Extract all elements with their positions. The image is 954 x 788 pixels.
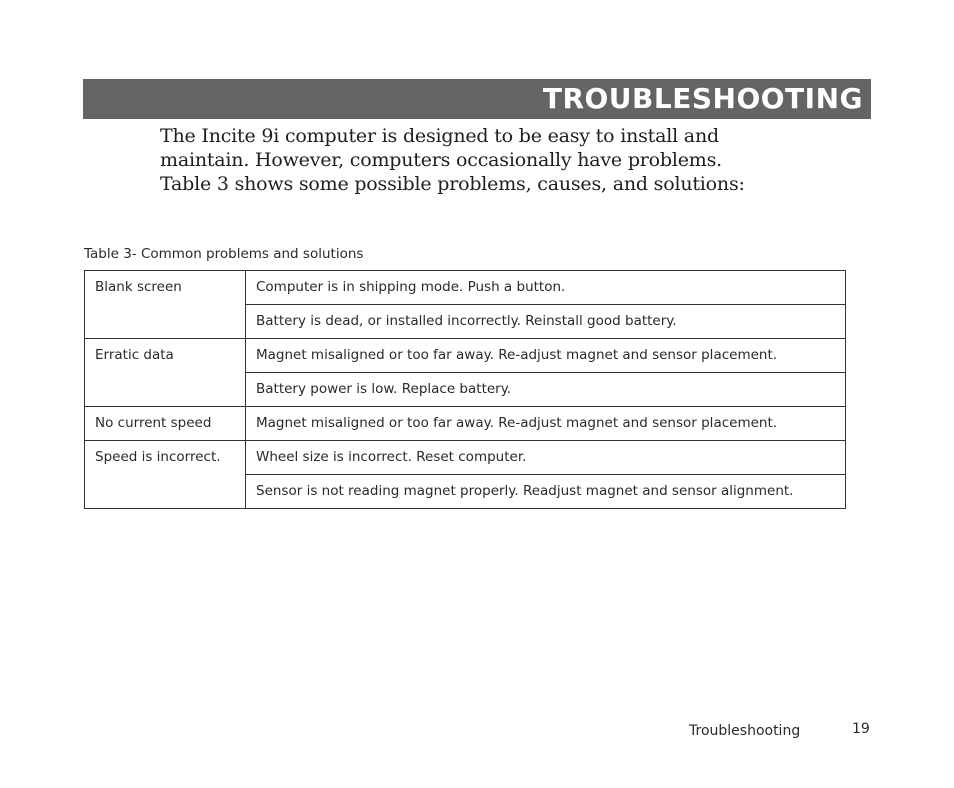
problem-cell: Erratic data — [85, 339, 246, 407]
problem-cell: Blank screen — [85, 271, 246, 339]
solution-cell: Battery power is low. Replace battery. — [246, 373, 846, 407]
solution-cell: Computer is in shipping mode. Push a button. — [246, 271, 846, 305]
problem-cell: No current speed — [85, 407, 246, 441]
intro-line: maintain. However, computers occasionally have problems. — [160, 149, 722, 171]
table-caption: Table 3- Common problems and solutions — [84, 246, 364, 262]
section-header-bar — [83, 79, 871, 119]
solution-cell: Wheel size is incorrect. Reset computer. — [246, 441, 846, 475]
intro-line: The Incite 9i computer is designed to be easy to install and — [160, 125, 719, 147]
solution-cell: Battery is dead, or installed incorrectly. Reinstall good battery. — [246, 305, 846, 339]
table-row — [85, 339, 846, 373]
table-row — [85, 271, 846, 305]
intro-line: Table 3 shows some possible problems, causes, and solutions: — [160, 173, 745, 195]
page-title: TROUBLESHOOTING — [542, 82, 863, 115]
problems-table — [84, 270, 846, 509]
table-row — [85, 407, 846, 441]
solution-cell: Magnet misaligned or too far away. Re-adjust magnet and sensor placement. — [246, 407, 846, 441]
footer-section-label: Troubleshooting — [689, 723, 801, 739]
table-row — [85, 441, 846, 475]
intro-paragraph — [160, 124, 840, 196]
solution-cell: Magnet misaligned or too far away. Re-adjust magnet and sensor placement. — [246, 339, 846, 373]
problem-cell: Speed is incorrect. — [85, 441, 246, 509]
page-number: 19 — [852, 721, 870, 737]
solution-cell: Sensor is not reading magnet properly. Readjust magnet and sensor alignment. — [246, 475, 846, 509]
